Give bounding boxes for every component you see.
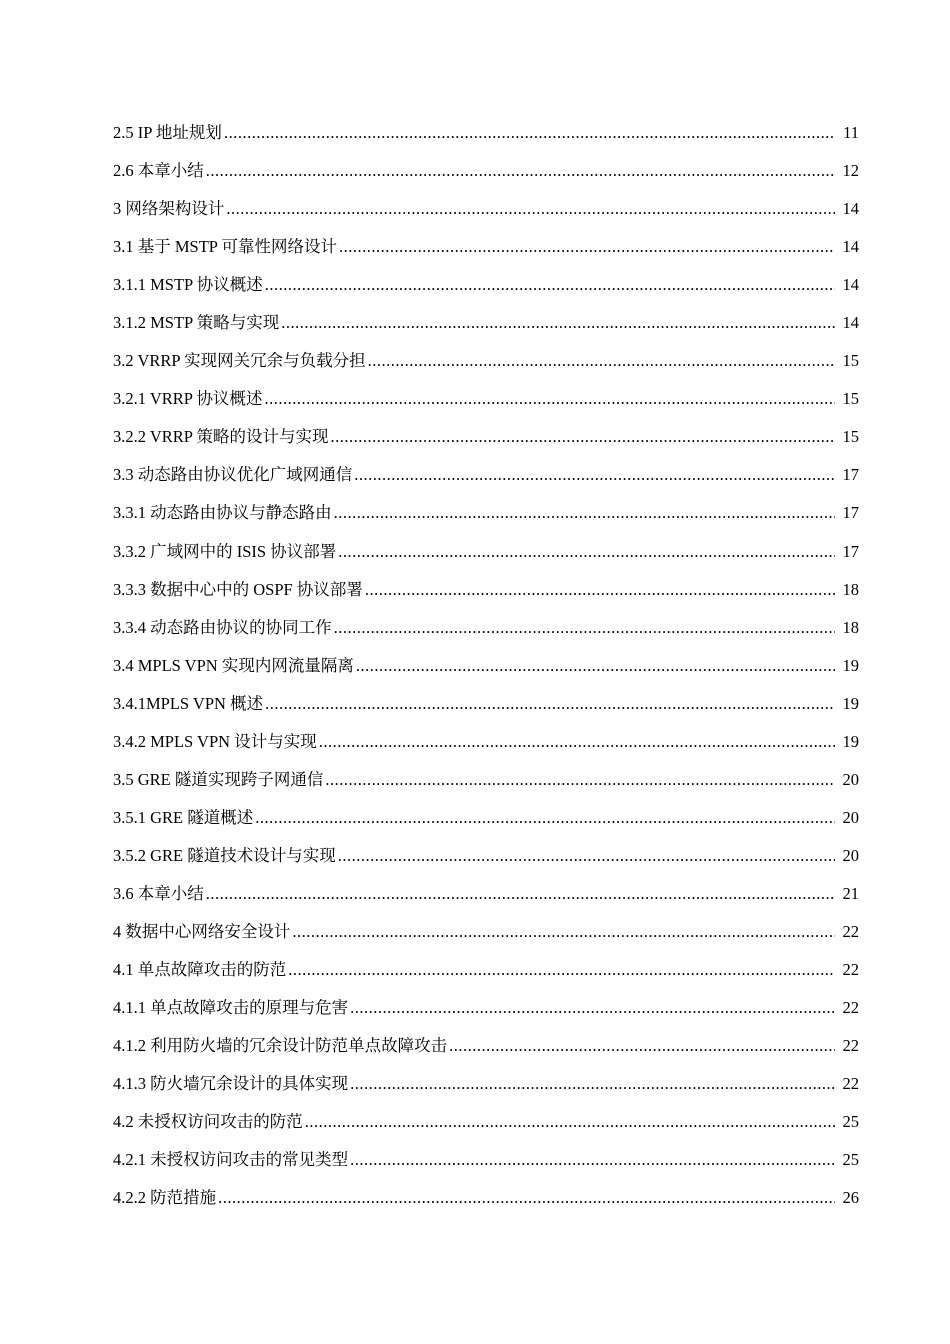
toc-entry-title: 2.6 本章小结 [113,161,204,181]
toc-dot-leader [338,533,835,571]
toc-entry-page-number: 18 [842,617,859,637]
toc-dot-leader [255,799,835,837]
toc-entry[interactable] [113,456,859,494]
toc-entry-page-number: 19 [842,693,859,713]
toc-dot-leader [265,685,835,723]
toc-entry-page-number: 19 [842,655,859,675]
toc-entry-title: 3.4.1MPLS VPN 概述 [113,693,264,713]
toc-entry-page-number: 14 [842,237,859,257]
toc-entry-title: 3.3.1 动态路由协议与静态路由 [113,503,332,523]
toc-entry[interactable] [113,1027,859,1065]
toc-dot-leader [288,951,835,989]
toc-entry-page-number: 15 [842,427,859,447]
toc-entry[interactable] [113,304,859,342]
toc-entry-page-number: 17 [842,465,859,485]
toc-entry-title: 4.2.2 防范措施 [113,1188,217,1208]
toc-dot-leader [305,1103,835,1141]
toc-entry-title: 2.5 IP 地址规划 [113,123,222,142]
toc-entry-page-number: 15 [842,351,859,371]
table-of-contents [113,114,859,1217]
toc-entry[interactable] [113,266,859,304]
toc-dot-leader [265,266,835,304]
toc-dot-leader [354,456,835,494]
toc-entry[interactable] [113,571,859,609]
toc-dot-leader [224,114,835,152]
toc-entry-page-number: 22 [842,960,859,980]
toc-entry-title: 3.4.2 MPLS VPN 设计与实现 [113,731,317,751]
toc-entry-page-number: 26 [842,1188,859,1208]
toc-entry[interactable] [113,152,859,190]
toc-dot-leader [368,342,835,380]
toc-entry-title: 3.5 GRE 隧道实现跨子网通信 [113,769,324,789]
toc-dot-leader [330,418,835,456]
toc-entry[interactable] [113,837,859,875]
toc-entry[interactable] [113,1141,859,1179]
toc-entry-page-number: 22 [842,998,859,1018]
toc-entry[interactable] [113,228,859,266]
toc-entry-title: 4.1.2 利用防火墙的冗余设计防范单点故障攻击 [113,1036,448,1056]
toc-entry-title: 4 数据中心网络安全设计 [113,921,291,941]
toc-entry-title: 3.2.2 VRRP 策略的设计与实现 [113,427,329,447]
toc-dot-leader [292,913,835,951]
toc-entry-page-number: 18 [842,579,859,599]
toc-entry-page-number: 22 [842,921,859,941]
toc-entry[interactable] [113,761,859,799]
toc-dot-leader [350,1141,835,1179]
toc-entry-page-number: 22 [842,1074,859,1094]
toc-entry-page-number: 25 [842,1112,859,1132]
toc-entry-page-number: 14 [842,275,859,295]
toc-entry-page-number: 12 [842,161,859,181]
toc-entry-page-number: 11 [843,123,859,142]
toc-entry-page-number: 17 [842,503,859,523]
toc-entry[interactable] [113,723,859,761]
toc-entry[interactable] [113,494,859,532]
toc-entry-title: 3.3.3 数据中心中的 OSPF 协议部署 [113,579,363,599]
toc-entry[interactable] [113,1103,859,1141]
toc-dot-leader [334,609,835,647]
toc-entry-title: 3.6 本章小结 [113,883,204,903]
toc-dot-leader [350,1065,835,1103]
toc-entry-title: 3.1 基于 MSTP 可靠性网络设计 [113,237,337,257]
toc-entry-title: 3.3.2 广域网中的 ISIS 协议部署 [113,541,337,561]
toc-entry-title: 4.2.1 未授权访问攻击的常见类型 [113,1150,349,1170]
toc-dot-leader [449,1027,835,1065]
toc-entry-title: 3 网络架构设计 [113,199,225,219]
toc-dot-leader [281,304,835,342]
toc-entry-page-number: 14 [842,199,859,219]
toc-entry-title: 3.1.1 MSTP 协议概述 [113,275,263,295]
toc-entry-page-number: 25 [842,1150,859,1170]
toc-entry[interactable] [113,190,859,228]
toc-entry-page-number: 21 [842,883,859,903]
toc-entry[interactable] [113,1179,859,1217]
toc-entry-title: 3.1.2 MSTP 策略与实现 [113,313,280,333]
toc-entry[interactable] [113,342,859,380]
toc-entry[interactable] [113,685,859,723]
toc-entry-title: 3.5.2 GRE 隧道技术设计与实现 [113,845,336,865]
toc-entry[interactable] [113,647,859,685]
toc-entry[interactable] [113,380,859,418]
toc-entry-title: 3.2.1 VRRP 协议概述 [113,389,263,409]
toc-dot-leader [264,380,835,418]
toc-entry-page-number: 15 [842,389,859,409]
toc-entry-page-number: 17 [842,541,859,561]
toc-entry-title: 3.3.4 动态路由协议的协同工作 [113,617,332,637]
toc-entry-title: 4.1.1 单点故障攻击的原理与危害 [113,998,349,1018]
toc-entry[interactable] [113,799,859,837]
toc-entry-page-number: 19 [842,731,859,751]
toc-dot-leader [350,989,835,1027]
toc-entry-page-number: 22 [842,1036,859,1056]
toc-entry-title: 3.4 MPLS VPN 实现内网流量隔离 [113,655,354,675]
toc-entry[interactable] [113,418,859,456]
toc-dot-leader [334,494,835,532]
toc-entry-page-number: 20 [842,807,859,827]
toc-dot-leader [338,837,835,875]
toc-entry-title: 3.3 动态路由协议优化广域网通信 [113,465,353,485]
toc-dot-leader [226,190,835,228]
toc-entry-page-number: 14 [842,313,859,333]
toc-dot-leader [218,1179,835,1217]
toc-entry[interactable] [113,989,859,1027]
toc-entry-title: 4.1.3 防火墙冗余设计的具体实现 [113,1074,349,1094]
toc-dot-leader [325,761,835,799]
toc-entry-title: 3.2 VRRP 实现网关冗余与负载分担 [113,351,366,371]
toc-dot-leader [206,875,835,913]
toc-entry[interactable] [113,875,859,913]
toc-entry[interactable] [113,951,859,989]
toc-dot-leader [319,723,835,761]
toc-entry[interactable] [113,533,859,571]
toc-entry[interactable] [113,609,859,647]
toc-dot-leader [365,571,835,609]
toc-entry[interactable] [113,1065,859,1103]
toc-entry-title: 4.1 单点故障攻击的防范 [113,960,287,980]
toc-entry[interactable] [113,913,859,951]
toc-entry[interactable] [113,114,859,152]
toc-dot-leader [356,647,835,685]
toc-entry-title: 4.2 未授权访问攻击的防范 [113,1112,303,1132]
toc-dot-leader [206,152,835,190]
toc-entry-title: 3.5.1 GRE 隧道概述 [113,807,254,827]
toc-dot-leader [339,228,835,266]
toc-entry-page-number: 20 [842,845,859,865]
toc-entry-page-number: 20 [842,769,859,789]
